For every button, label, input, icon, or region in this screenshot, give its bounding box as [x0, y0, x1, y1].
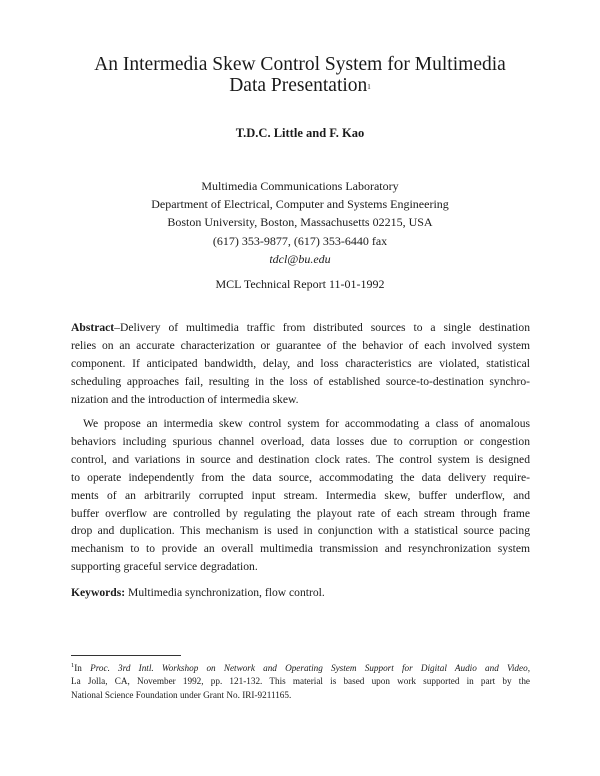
abstract-line: scheduling approaches fail, resulting in the loss of established source-to-destination synchro-: [71, 374, 530, 388]
footnote-divider: [71, 655, 181, 656]
affiliation-email: tdcl@bu.edu: [269, 251, 331, 266]
paper-title: [60, 54, 540, 96]
affiliation-university: Boston University, Boston, Massachusetts 02215, USA: [167, 215, 433, 230]
report-number: MCL Technical Report 11-01-1992: [215, 277, 385, 291]
title-footnote-marker: 1: [367, 83, 371, 91]
footnote-marker: 1: [71, 662, 75, 669]
abstract-line: nization and the introduction of intermedia skew.: [71, 392, 299, 406]
abstract-line: component. If anticipated bandwidth, delay, and loss characteristics are violated, statistical: [71, 356, 530, 370]
body-line: ments of an arbitrarily corrupted input stream. Intermedia skew, buffer underflow, and: [71, 488, 530, 502]
abstract-heading: Abstract: [71, 321, 115, 334]
footnote-line: National Science Foundation under Grant No. IRI-9211165.: [71, 689, 292, 700]
affiliation-phone: (617) 353-9877, (617) 353-6440 fax: [212, 233, 388, 248]
body-line: to operate independently from the data source, accommodating the data delivery require-: [71, 470, 530, 484]
abstract-paragraph: [71, 319, 530, 409]
abstract-line: relies on an accurate characterization or guarantee of the behavior of each involved system: [71, 338, 530, 352]
footnote-venue: Proc. 3rd Intl. Workshop on Network and Operating System Support for Digital Audio and Video,: [90, 663, 530, 674]
affiliation-department: Department of Electrical, Computer and Systems Engineering: [151, 197, 449, 212]
affiliation-block: [0, 177, 600, 268]
author-list: T.D.C. Little and F. Kao: [235, 126, 365, 140]
body-line: We propose an intermedia skew control system for accommodating a class of anomalous: [83, 417, 530, 430]
footnote: [71, 659, 530, 702]
body-line: mechanism to to provide an overall multimedia transmission and resynchronization system: [71, 542, 530, 556]
body-line: buffer overflow are controlled by regulating the playout rate of each stream through frame: [71, 506, 530, 520]
title-line-2: Data Presentation: [229, 75, 368, 96]
body-line: behaviors including spurious channel overload, data losses due to corruption or congestion: [71, 434, 530, 448]
title-line-1: An Intermedia Skew Control System for Multimedia: [94, 54, 506, 75]
keywords-heading: Keywords:: [71, 586, 126, 599]
keywords-text: Multimedia synchronization, flow control.: [128, 586, 325, 599]
body-line: control, and variations in source and destination clock rates. The control system is designed: [71, 452, 530, 466]
body-paragraph: [71, 415, 530, 576]
abstract-line: Abstract–Delivery of multimedia traffic from distributed sources to a single destination: [71, 321, 530, 334]
body-line: supporting graceful service degradation.: [71, 560, 258, 574]
body-line: drop and duplication. This mechanism is used in conjunction with a statistical source pacing: [71, 524, 530, 538]
affiliation-lab: Multimedia Communications Laboratory: [201, 179, 399, 193]
keywords-line: [71, 584, 530, 602]
footnote-line: $^1$In Proc. 3rd Intl. Workshop on Network and Operating System Support for Digital Audio and Video,: [71, 662, 530, 674]
footnote-line: La Jolla, CA, November 1992, pp. 121-132. This material is based upon work supported in part by the: [71, 676, 530, 687]
